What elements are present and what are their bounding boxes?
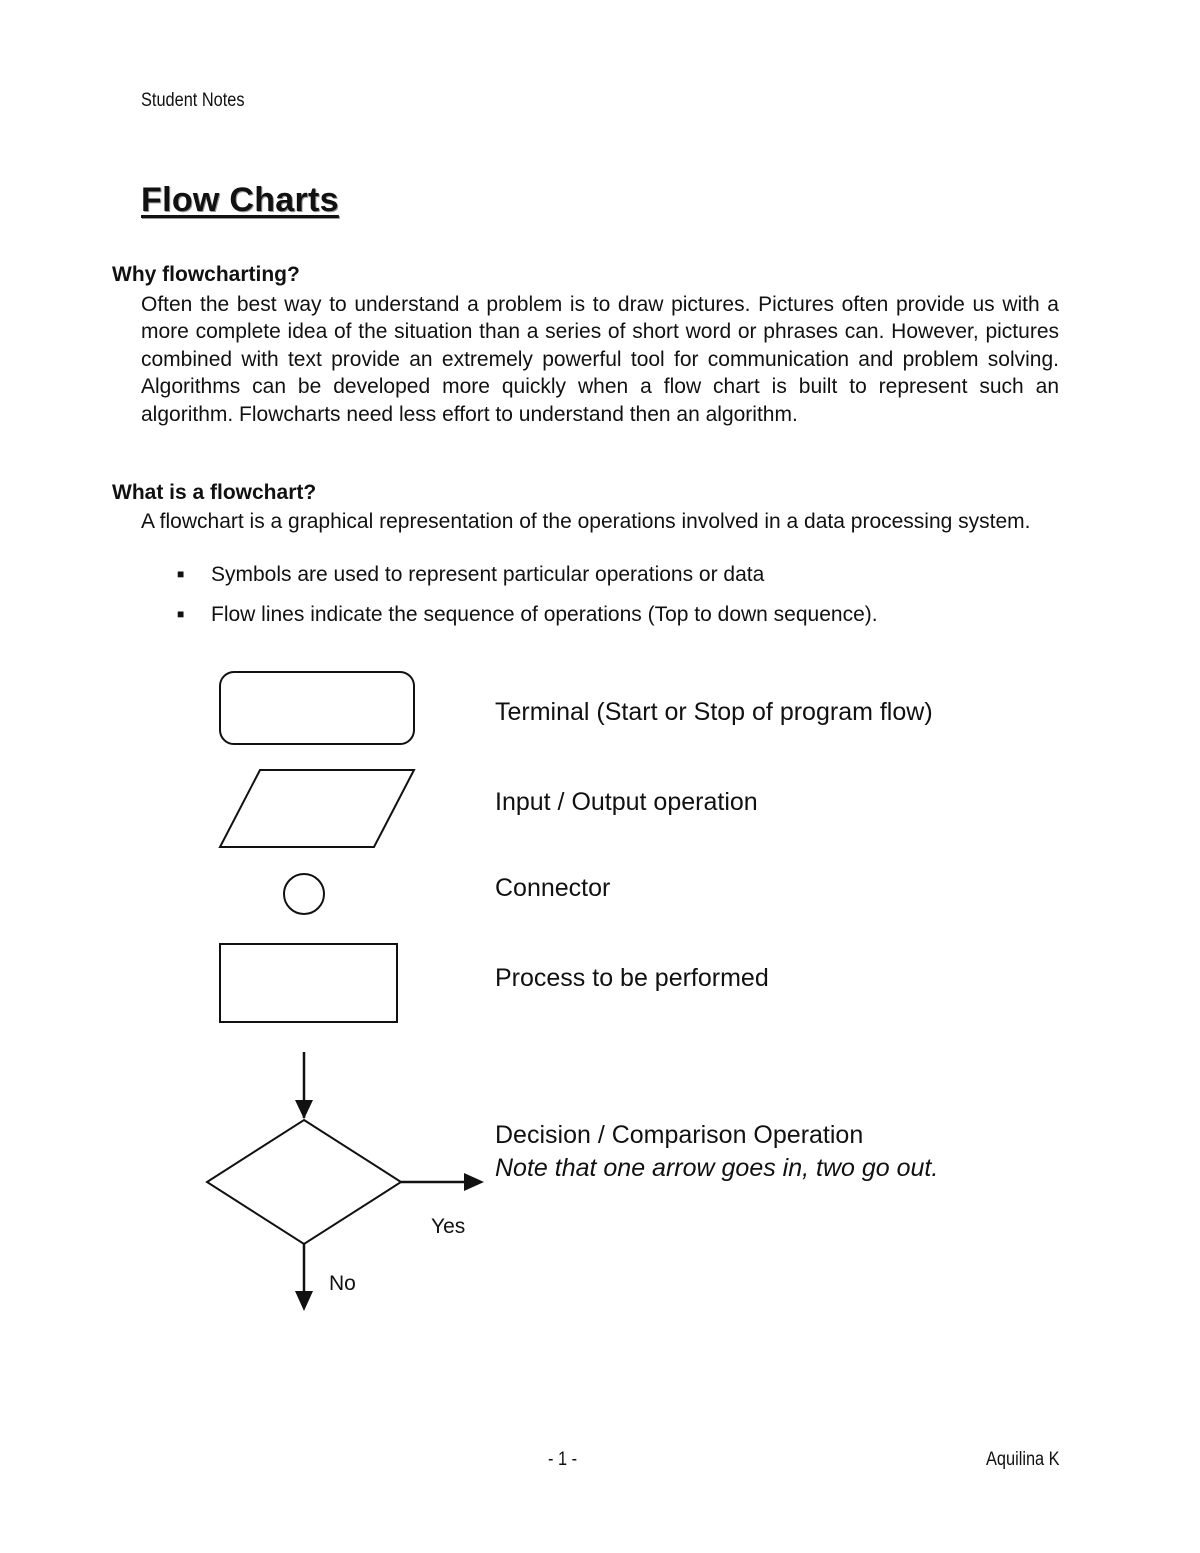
legend-terminal-label: Terminal (Start or Stop of program flow) — [495, 698, 933, 726]
page-number: - 1 - — [548, 1449, 578, 1470]
legend-decision-note: Note that one arrow goes in, two go out. — [495, 1154, 939, 1182]
paragraph-why: Often the best way to understand a problem is to draw pictures. Pictures often provide us with a more complete idea of the situation than a series of short word or phrases can. However, pictures combined with text provide an extremely powerful tool for communication and problem solving. Algorithms can be developed more quickly when a flow chart is built to represent such an algorithm. Flowcharts need less effort to understand then an algorithm. — [141, 293, 1059, 426]
paragraph-what: A flowchart is a graphical representation of the operations involved in a data processing system. — [141, 510, 1031, 533]
legend-decision-label: Decision / Comparison Operation — [495, 1121, 864, 1149]
decision-in-arrowhead — [295, 1100, 313, 1119]
footer-author: Aquilina K — [986, 1449, 1060, 1470]
decision-no-arrowhead — [295, 1291, 313, 1311]
legend-process-label: Process to be performed — [495, 964, 769, 992]
decision-yes-arrowhead — [464, 1173, 484, 1191]
page-title: Flow Charts — [141, 181, 339, 219]
legend-io-label: Input / Output operation — [495, 788, 758, 816]
legend-connector-label: Connector — [495, 874, 611, 902]
bullet-icon: ■ — [177, 567, 185, 581]
bullet-text: Flow lines indicate the sequence of operations (Top to down sequence). — [211, 603, 878, 626]
decision-symbol — [207, 1120, 401, 1244]
input-output-symbol — [220, 770, 414, 847]
section-heading-what: What is a flowchart? — [112, 481, 317, 504]
section-heading-why: Why flowcharting? — [112, 263, 300, 286]
decision-no-label: No — [329, 1272, 356, 1295]
terminal-symbol — [220, 672, 414, 744]
decision-yes-label: Yes — [431, 1215, 466, 1238]
process-symbol — [220, 944, 397, 1022]
bullet-icon: ■ — [177, 607, 185, 621]
connector-symbol — [284, 874, 324, 914]
bullet-text: Symbols are used to represent particular operations or data — [211, 563, 765, 586]
header-note: Student Notes — [141, 90, 245, 111]
